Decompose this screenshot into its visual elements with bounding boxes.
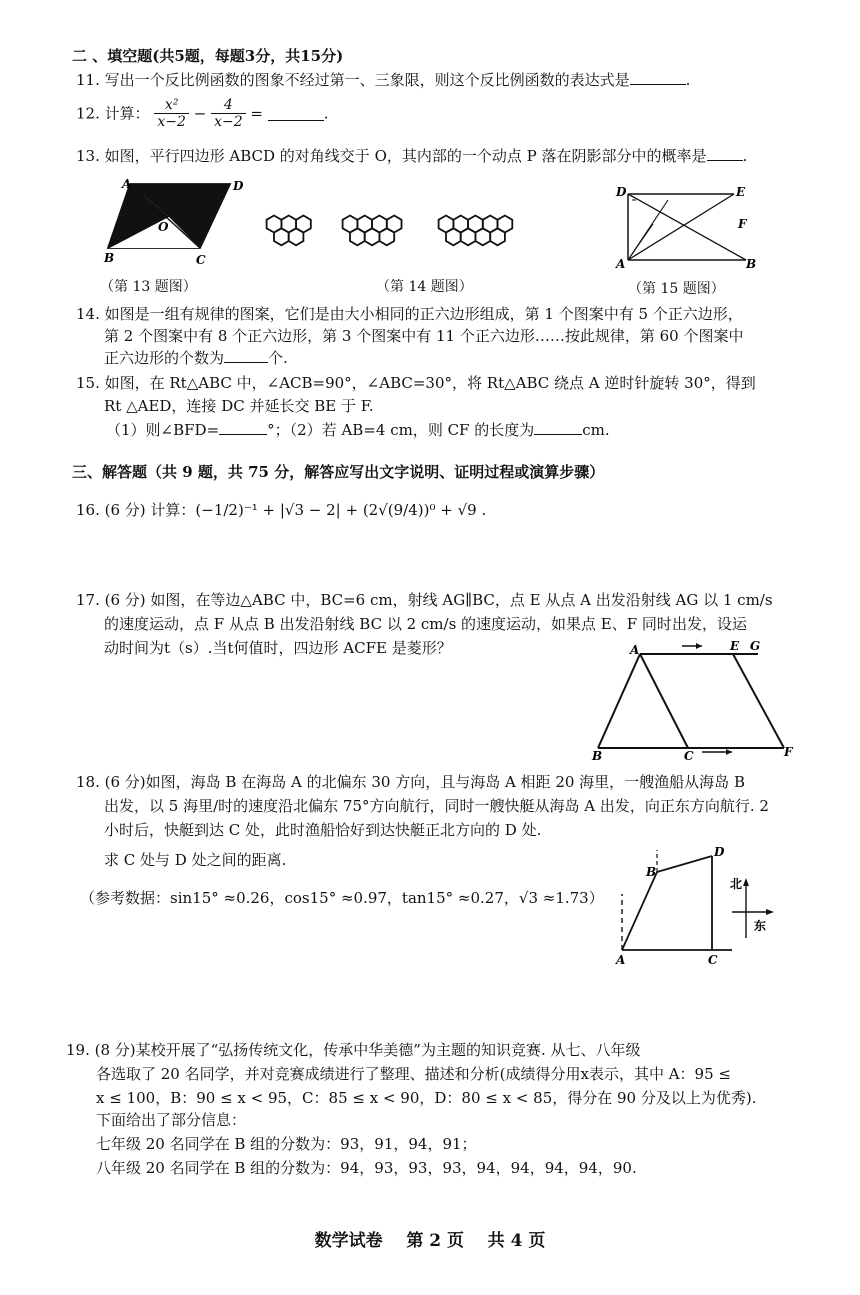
fraction-1-denominator: x−2 — [157, 114, 186, 130]
question-14-line-1: 14. 如图是一组有规律的图案，它们是由大小相同的正六边形组成，第 1 个图案中有 5 个正六边形， — [76, 305, 743, 323]
hexagon — [490, 228, 505, 245]
question-15-part-2: °；（2）若 AB=4 cm，则 CF 的长度为 — [267, 421, 535, 439]
fraction-2-denominator: x−2 — [214, 114, 243, 130]
question-19-line-4: 下面给出了部分信息： — [96, 1111, 247, 1129]
label-A: A — [122, 177, 132, 191]
question-18-line-4: 求 C 处与 D 处之间的距离. — [104, 851, 287, 869]
answer-blank — [268, 106, 324, 121]
question-11-text: 11. 写出一个反比例函数的图象不经过第一、三象限，则这个反比例函数的表达式是 — [76, 71, 630, 89]
question-16: 16. (6 分) 计算：(−1/2)⁻¹ + |√3 − 2| + (2√(9/4))⁰ + √9 . — [76, 501, 487, 519]
label-D: D — [714, 845, 725, 859]
label-D: D — [233, 179, 244, 193]
figure-13-caption: （第 13 题图） — [100, 279, 197, 295]
figure-18-islands — [602, 842, 802, 968]
question-15-line-3 — [106, 420, 610, 440]
question-19-line-6: 八年级 20 名同学在 B 组的分数为：94，93，93，93，94，94，94，94，90. — [96, 1159, 637, 1177]
label-E: E — [736, 185, 746, 199]
question-19-line-1: 19. (8 分)某校开展了“弘扬传统文化，传承中华美德”为主题的知识竞赛. 从七、八年级 — [66, 1041, 641, 1059]
label-D: D — [616, 185, 627, 199]
question-12-prefix: 12. 计算： — [76, 104, 150, 123]
hexagon — [461, 228, 476, 245]
question-19-line-3: x ≤ 100，B：90 ≤ x < 95，C：85 ≤ x < 90，D：80 ≤ x < 85，得分在 90 分及以上为优秀). — [96, 1089, 757, 1107]
figure-15-caption: （第 15 题图） — [628, 281, 725, 297]
figure-14-hexagon-patterns — [262, 208, 562, 258]
label-O: O — [158, 220, 169, 234]
answer-blank — [534, 420, 582, 435]
hexagon — [379, 228, 394, 245]
hexagon — [274, 228, 289, 245]
fraction-2-numerator: 4 — [211, 97, 246, 114]
label-G: G — [750, 639, 761, 653]
label-B: B — [592, 749, 603, 763]
label-B: B — [104, 251, 115, 265]
question-15-unit: cm. — [582, 421, 610, 439]
label-A: A — [630, 643, 640, 657]
question-18-line-2: 出发，以 5 海里/时的速度沿北偏东 75°方向航行，同时一艘快艇从海岛 A 出发，向正东方向航行. 2 — [104, 797, 769, 815]
question-13-text: 13. 如图，平行四边形 ABCD 的对角线交于 O，其内部的一个动点 P 落在阴影部分中的概率是 — [76, 147, 707, 165]
equals-sign: = — [250, 104, 263, 123]
east-label: 东 — [754, 919, 767, 933]
label-B: B — [646, 865, 657, 879]
section-3-header: 三、解答题（共 9 题，共 75 分，解答应写出文字说明、证明过程或演算步骤） — [72, 463, 605, 481]
question-17-line-1: 17. (6 分) 如图，在等边△ABC 中，BC=6 cm，射线 AG∥BC，点 E 从点 A 出发沿射线 AG 以 1 cm/s — [76, 591, 773, 609]
question-18-line-3: 小时后，快艇到达 C 处，此时渔船恰好到达快艇正北方向的 D 处. — [104, 821, 542, 839]
question-12: 12. 计算： $\frac{\text{x²}}{x-2}$ − $\frac{4}{x-2}$ = . — [76, 97, 329, 130]
answer-blank — [224, 348, 268, 363]
fraction-1-numerator: x² — [154, 97, 189, 114]
label-C: C — [708, 953, 718, 967]
question-19-line-2: 各选取了 20 名同学，并对竞赛成绩进行了整理、描述和分析(成绩得分用x表示，其中 A：95 ≤ — [96, 1065, 731, 1083]
label-F: F — [738, 217, 747, 231]
question-14-line-2: 第 2 个图案中有 8 个正六边形，第 3 个图案中有 11 个正六边形……按此规律，第 60 个图案中 — [104, 327, 744, 345]
answer-blank — [219, 420, 267, 435]
label-C: C — [196, 253, 206, 267]
question-17-line-2: 的速度运动，点 F 从点 B 出发沿射线 BC 以 2 cm/s 的速度运动，如果点 E、F 同时出发，设运 — [104, 615, 747, 633]
question-14-line-3 — [104, 348, 288, 368]
label-F: F — [784, 745, 793, 759]
answer-blank — [630, 70, 686, 85]
minus-sign: − — [193, 104, 207, 123]
hexagon — [289, 228, 304, 245]
question-15-line-1: 15. 如图，在 Rt△ABC 中，∠ACB=90°，∠ABC=30°，将 Rt△ABC 绕点 A 逆时针旋转 30°，得到 — [76, 374, 756, 392]
question-18-reference-data: （参考数据：sin15° ≈0.26，cos15° ≈0.97，tan15° ≈0.27，√3 ≈1.73） — [80, 889, 604, 907]
label-B: B — [746, 257, 757, 271]
label-A: A — [616, 953, 626, 967]
fraction-1 — [154, 97, 189, 130]
page-footer: 数学试卷 第 2 页 共 4 页 — [314, 1231, 546, 1251]
label-C: C — [684, 749, 694, 763]
question-14-suffix: 个. — [268, 349, 288, 367]
north-label: 北 — [730, 877, 743, 891]
label-E: E — [730, 639, 740, 653]
hexagon — [475, 228, 490, 245]
section-2-header: 二 、填空题(共5题，每题3分，共15分) — [72, 47, 344, 65]
question-11: 11. 写出一个反比例函数的图象不经过第一、三象限，则这个反比例函数的表达式是 . — [76, 71, 691, 89]
question-14-text: 正六边形的个数为 — [104, 349, 225, 367]
figure-17-rhombus — [588, 636, 808, 762]
answer-blank — [707, 146, 743, 161]
figure-15-rotation — [608, 180, 758, 272]
figure-13-parallelogram — [100, 176, 244, 268]
hexagon — [446, 228, 461, 245]
hexagon — [365, 228, 380, 245]
label-A: A — [616, 257, 626, 271]
question-17-line-3: 动时间为t（s）.当t何值时，四边形 ACFE 是菱形？ — [104, 639, 452, 657]
question-19-line-5: 七年级 20 名同学在 B 组的分数为：93，91，94，91； — [96, 1135, 477, 1153]
hexagon — [350, 228, 365, 245]
question-18-line-1: 18. (6 分)如图，海岛 B 在海岛 A 的北偏东 30 方向，且与海岛 A 相距 20 海里，一艘渔船从海岛 B — [76, 773, 745, 791]
question-13: 13. 如图，平行四边形 ABCD 的对角线交于 O，其内部的一个动点 P 落在阴影部分中的概率是 . — [76, 147, 748, 165]
question-15-part-1: （1）则∠BFD= — [106, 421, 220, 439]
question-15-line-2: Rt △AED，连接 DC 并延长交 BE 于 F. — [104, 397, 374, 415]
figure-14-caption: （第 14 题图） — [376, 279, 473, 295]
fraction-2 — [211, 97, 246, 130]
